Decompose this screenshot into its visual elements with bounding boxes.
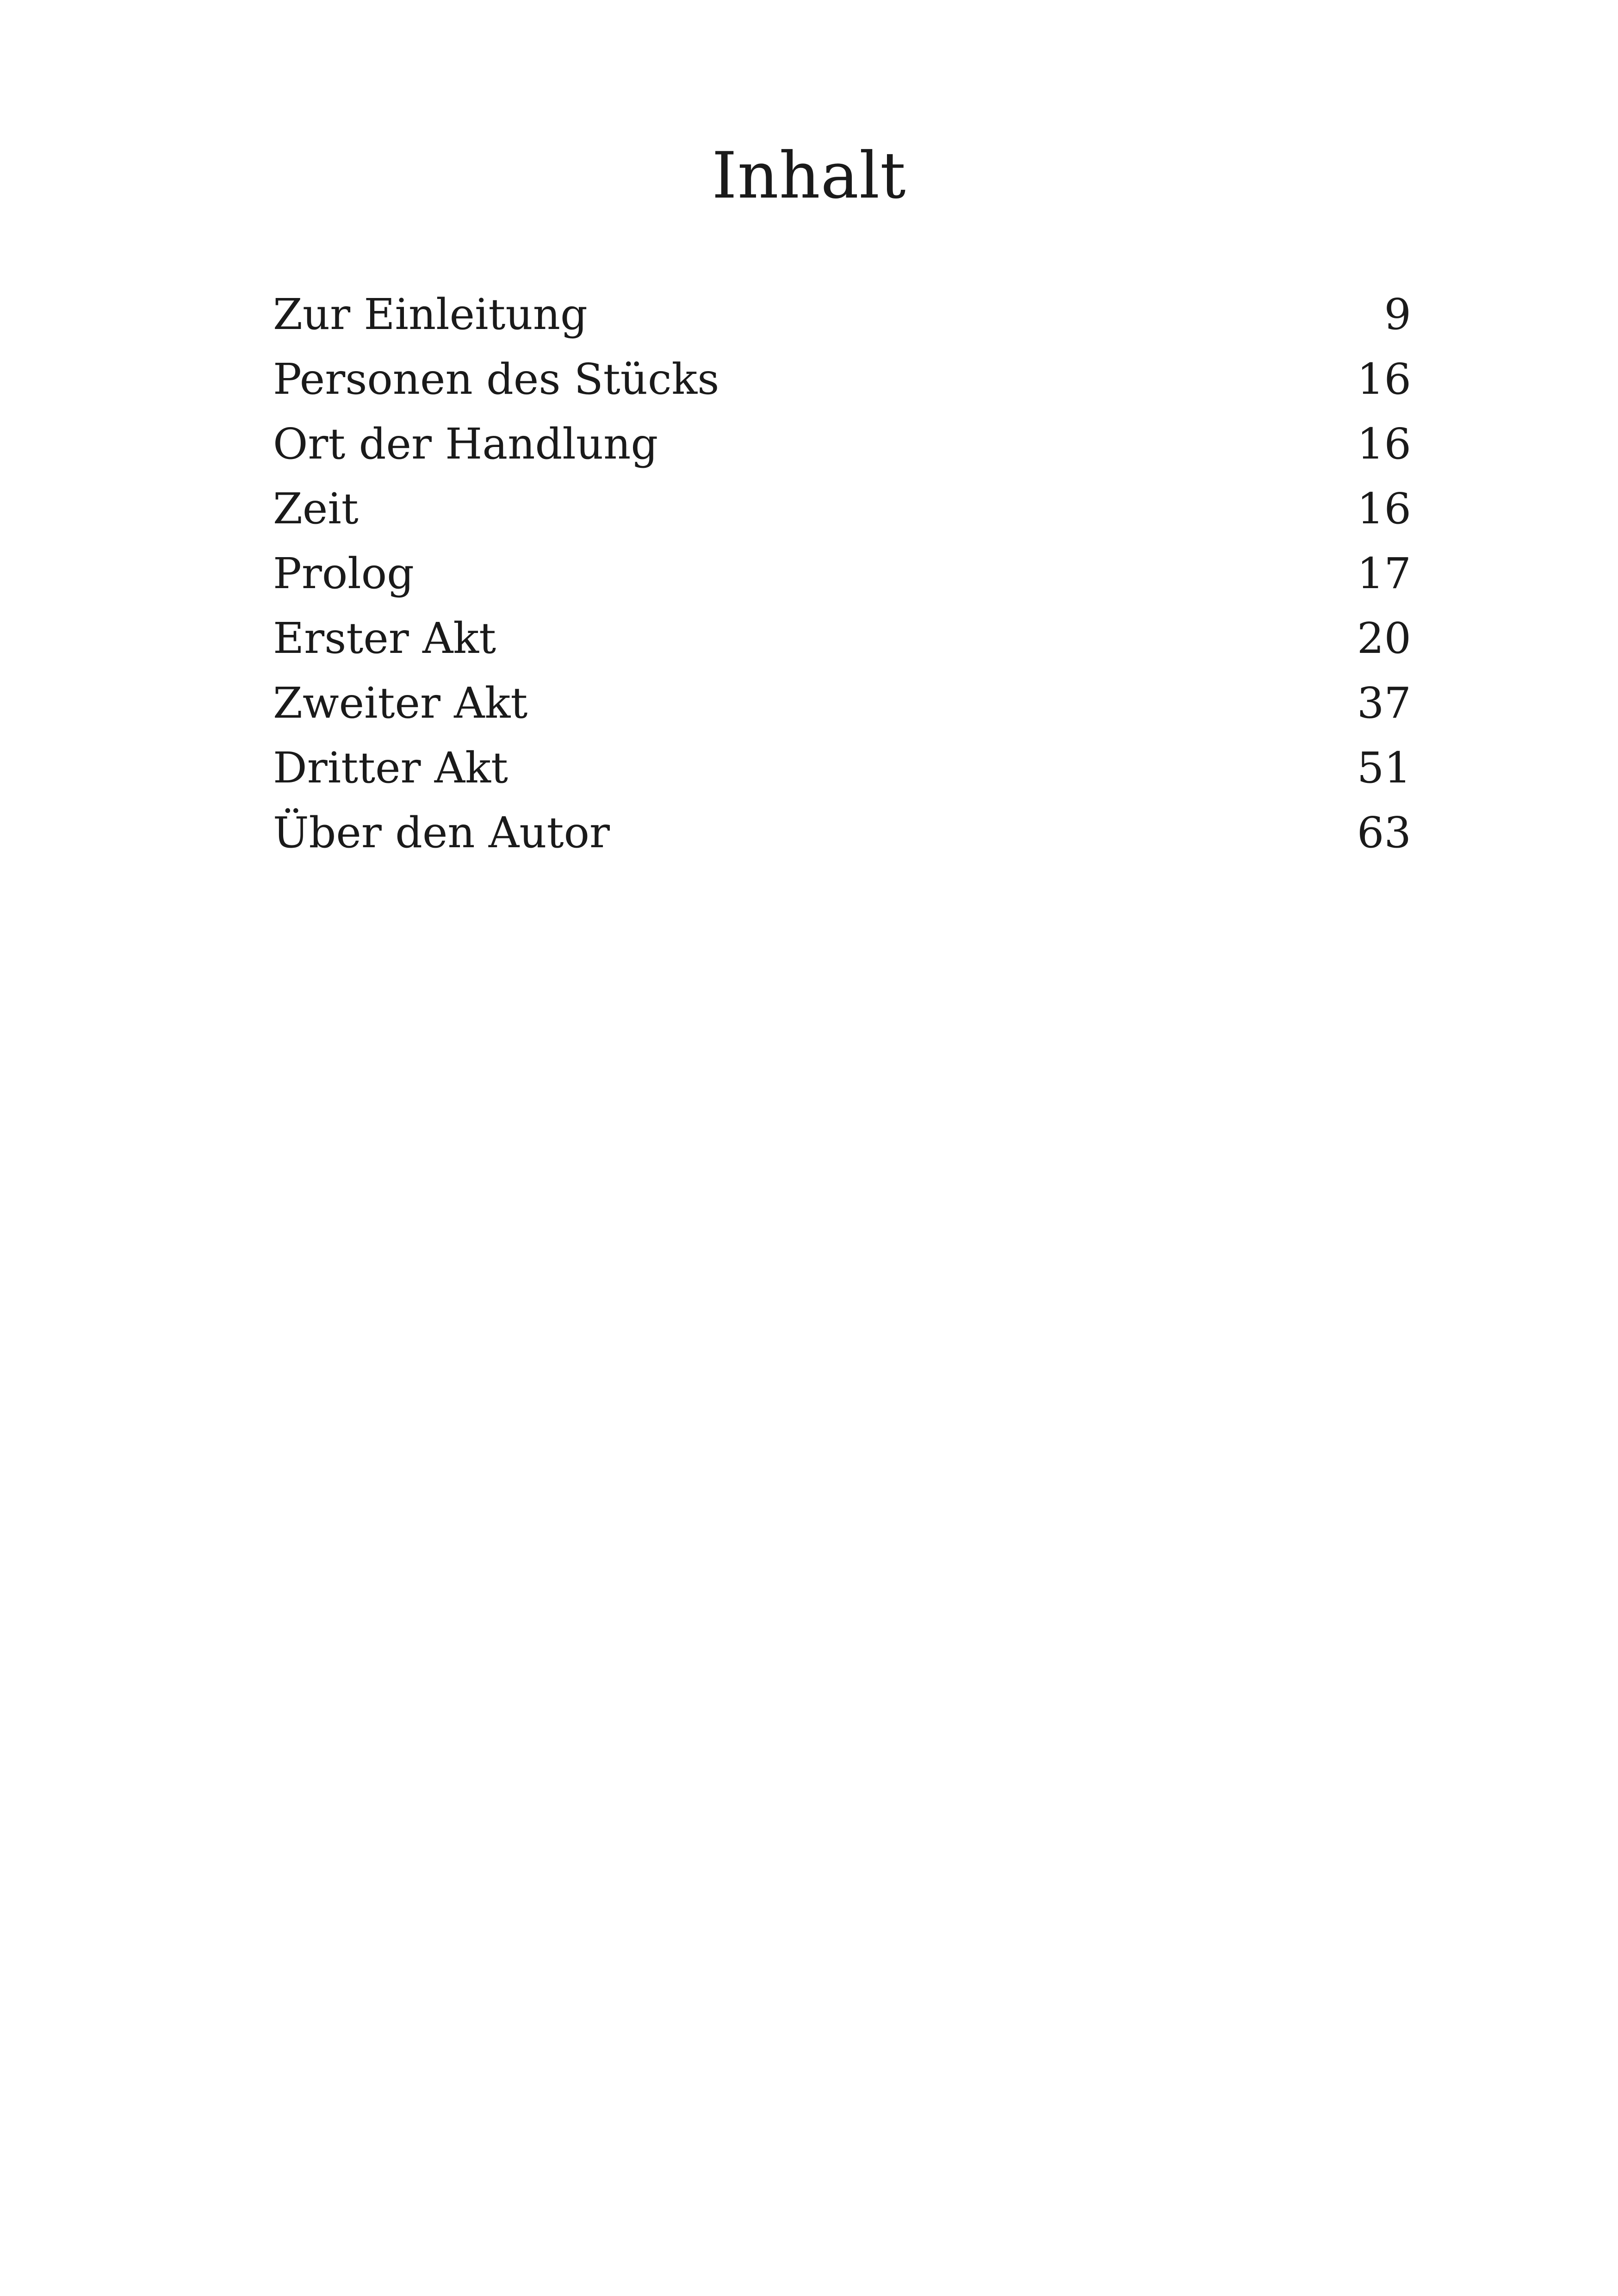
toc-entry-label: Zur Einleitung bbox=[273, 290, 588, 339]
toc-entry-erster-akt bbox=[273, 606, 1411, 671]
toc-entry-ueber-den-autor bbox=[273, 800, 1411, 865]
toc-entry-page-number: 20 bbox=[1357, 614, 1411, 663]
toc-entry-page-number: 16 bbox=[1357, 484, 1411, 534]
toc-entry-label: Über den Autor bbox=[273, 808, 610, 857]
toc-entry-page-number: 16 bbox=[1357, 419, 1411, 469]
toc-entry-page-number: 16 bbox=[1357, 354, 1411, 404]
toc-entry-label: Zweiter Akt bbox=[273, 678, 528, 728]
table-of-contents bbox=[273, 282, 1411, 865]
toc-entry-zeit bbox=[273, 477, 1411, 541]
toc-entry-dritter-akt bbox=[273, 736, 1411, 800]
toc-entry-zur-einleitung bbox=[273, 282, 1411, 347]
toc-entry-page-number: 37 bbox=[1357, 678, 1411, 728]
toc-entry-page-number: 17 bbox=[1357, 549, 1411, 598]
toc-entry-personen-des-stuecks bbox=[273, 347, 1411, 412]
toc-entry-prolog bbox=[273, 541, 1411, 606]
page-title: Inhalt bbox=[712, 138, 906, 213]
toc-entry-label: Personen des Stücks bbox=[273, 354, 719, 404]
toc-entry-label: Zeit bbox=[273, 484, 359, 534]
toc-entry-ort-der-handlung bbox=[273, 412, 1411, 477]
toc-entry-label: Prolog bbox=[273, 549, 414, 598]
toc-entry-page-number: 9 bbox=[1384, 290, 1411, 339]
toc-entry-label: Erster Akt bbox=[273, 614, 496, 663]
toc-entry-label: Ort der Handlung bbox=[273, 419, 658, 469]
toc-entry-page-number: 51 bbox=[1357, 743, 1411, 793]
toc-entry-zweiter-akt bbox=[273, 671, 1411, 736]
toc-entry-label: Dritter Akt bbox=[273, 743, 508, 793]
toc-entry-page-number: 63 bbox=[1357, 808, 1411, 857]
